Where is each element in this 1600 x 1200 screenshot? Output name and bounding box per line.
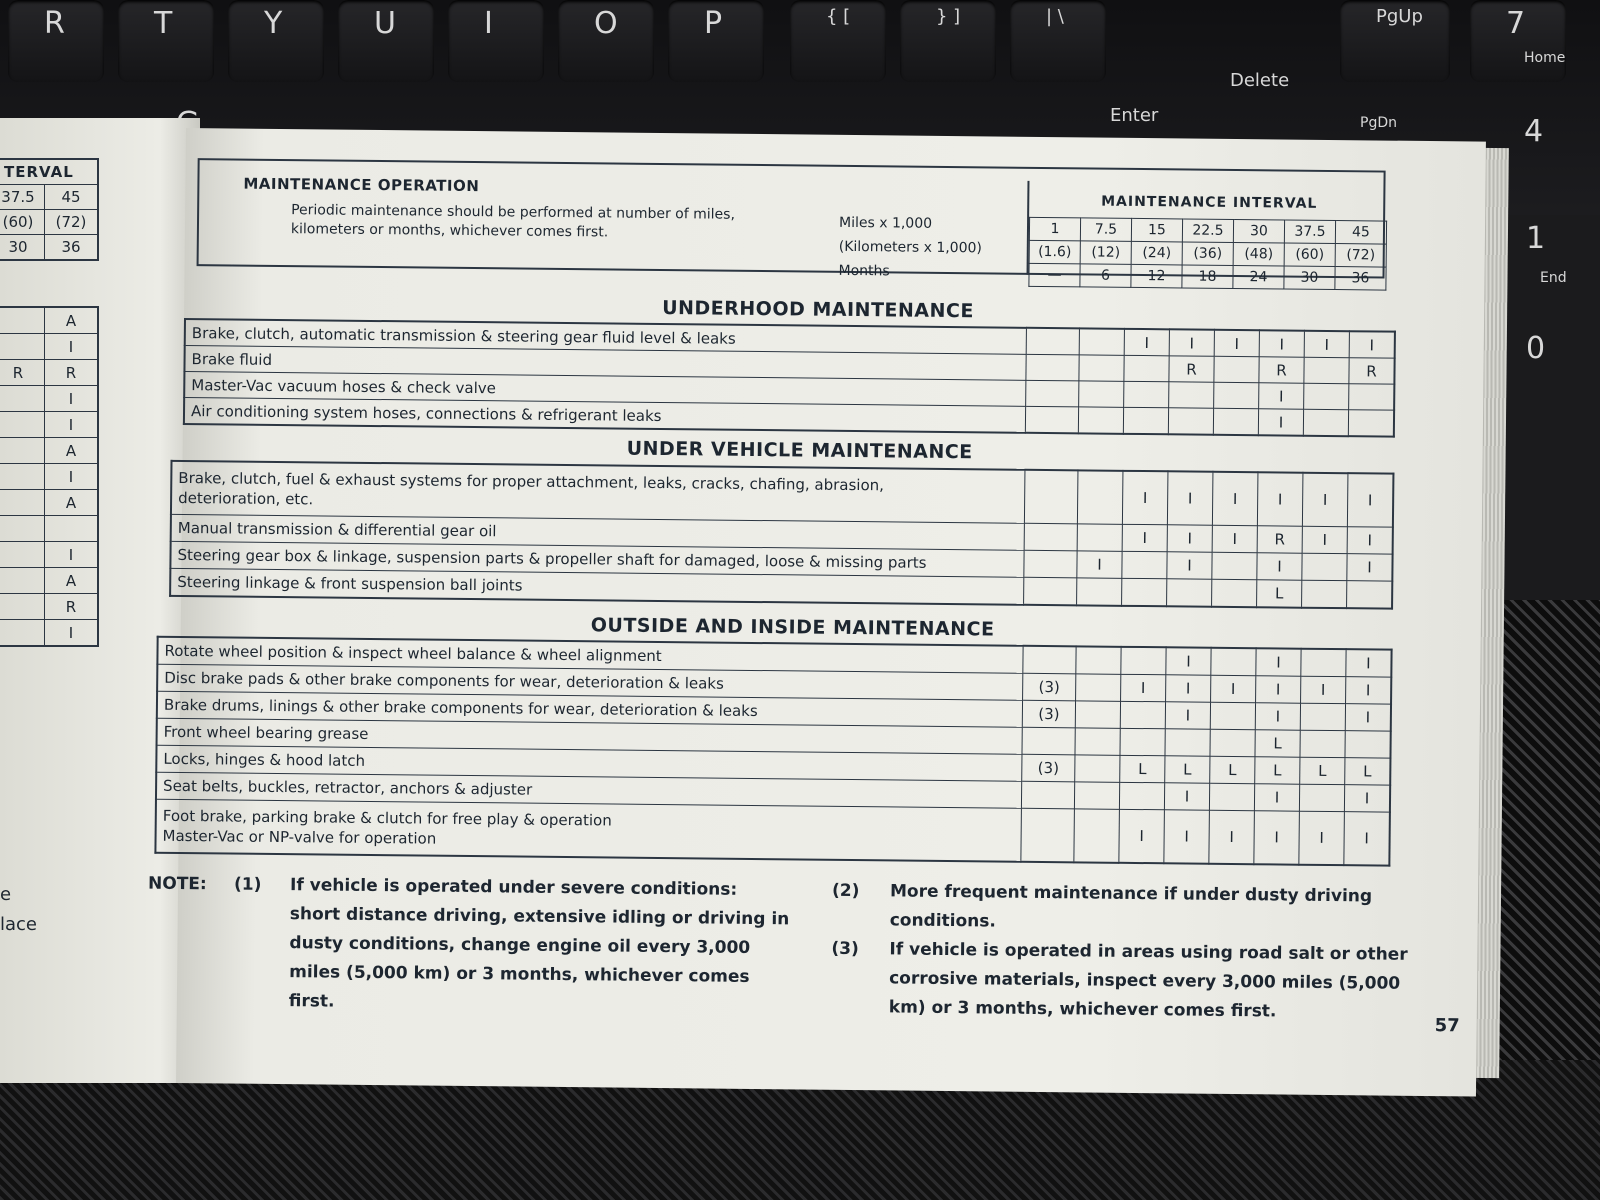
left-mark-row [0, 568, 98, 594]
miles-value: 22.5 [1182, 219, 1233, 243]
key-bracket-left: { [ [790, 0, 886, 82]
interval-mark: I [1167, 471, 1213, 525]
interval-mark [1120, 701, 1165, 728]
interval-mark: I [1166, 647, 1211, 675]
left-mark [0, 464, 45, 490]
note-3-number: (3) [831, 938, 859, 960]
months-value: 30 [1284, 266, 1335, 290]
underhood-table [183, 318, 1396, 438]
left-mark: I [45, 620, 99, 647]
interval-mark [1079, 355, 1124, 381]
interval-title: MAINTENANCE INTERVAL [1101, 193, 1318, 212]
left-mark [0, 516, 45, 542]
interval-mark: I [1164, 783, 1209, 810]
interval-mark [1121, 647, 1166, 675]
interval-mark [1303, 409, 1348, 436]
item-label-line: Steering linkage & front suspension ball joints [177, 572, 523, 595]
interval-mark [1079, 328, 1124, 355]
interval-mark [1214, 356, 1259, 382]
left-mark: I [45, 412, 99, 438]
item-note [1024, 523, 1077, 551]
interval-row [1029, 263, 1386, 290]
item-label-line: Disc brake pads & other brake components for wear, deterioration & leaks [164, 668, 724, 693]
item-label-line: Master-Vac or NP-valve for operation [162, 826, 437, 848]
right-page [147, 128, 1486, 1097]
left-mark [0, 490, 45, 516]
interval-mark: I [1254, 811, 1300, 865]
interval-mark [1077, 470, 1123, 524]
note-line: If vehicle is operated in areas using road salt or other [889, 939, 1408, 965]
miles-value: 37.5 [1284, 220, 1335, 244]
item-note [1026, 354, 1079, 381]
note-line: km) or 3 months, whichever comes first. [888, 997, 1277, 1022]
interval-mark: I [1122, 524, 1167, 551]
item-label-line: Locks, hinges & hood latch [163, 749, 366, 770]
item-label-line: deterioration, etc. [178, 488, 314, 509]
interval-mark [1075, 701, 1120, 728]
key-backslash: | \ [1010, 0, 1106, 82]
interval-mark: I [1212, 472, 1258, 526]
left-mark: I [45, 386, 99, 412]
interval-mark [1345, 731, 1391, 758]
note-line: short distance driving, extensive idling or driving in [289, 904, 790, 930]
left-page [0, 118, 200, 1083]
interval-mark: I [1346, 677, 1392, 704]
interval-mark: L [1300, 757, 1345, 784]
interval-mark: I [1119, 809, 1165, 863]
item-label-line: Foot brake, parking brake & clutch for free play & operation [162, 806, 612, 830]
months-value: 36 [1335, 267, 1386, 291]
interval-mark [1076, 674, 1121, 701]
interval-mark: I [1166, 675, 1211, 702]
item-note [1024, 550, 1077, 578]
miles-value: 30 [1233, 219, 1284, 243]
interval-mark: I [1165, 702, 1210, 729]
key-1: 1 [1526, 221, 1546, 256]
item-label-line: Brake, clutch, fuel & exhaust systems for proper attachment, leaks, cracks, chafing, abrasion, [178, 468, 885, 495]
note-3-text [889, 935, 1408, 1027]
key-0: 0 [1526, 331, 1546, 366]
interval-mark [1122, 551, 1167, 578]
left-mark [0, 568, 45, 594]
maintenance-item-label [171, 461, 1025, 523]
interval-mark [1302, 580, 1347, 608]
months-label: Months [838, 262, 890, 280]
left-marks-table [0, 306, 99, 647]
left-mark: A [45, 568, 99, 594]
interval-mark [1302, 553, 1347, 580]
left-mark: I [45, 334, 99, 360]
left-mark [0, 542, 45, 568]
under-vehicle-heading: UNDER VEHICLE MAINTENANCE [626, 437, 973, 464]
kilometers-value: (60) [1284, 243, 1335, 267]
interval-mark [1124, 355, 1169, 381]
item-label-line: Brake drums, linings & other brake components for wear, deterioration & leaks [163, 695, 758, 721]
interval-mark [1213, 408, 1258, 435]
interval-mark: L [1165, 756, 1210, 783]
underhood-heading: UNDERHOOD MAINTENANCE [662, 296, 975, 323]
kilometers-value: (36) [1182, 242, 1233, 266]
note-line: corrosive materials, inspect every 3,000 miles (5,000 [889, 968, 1401, 994]
interval-mark [1210, 729, 1255, 756]
miles-value: 15 [1131, 218, 1182, 242]
left-interval-cell: 37.5 [0, 185, 45, 210]
key-end-label: End [1540, 270, 1567, 286]
item-label-line: Manual transmission & differential gear oil [177, 518, 497, 541]
item-note [1024, 577, 1077, 605]
interval-mark: I [1164, 810, 1210, 864]
interval-mark: I [1344, 785, 1390, 812]
interval-mark [1169, 382, 1214, 408]
key-y: Y [228, 0, 324, 82]
interval-mark: I [1259, 383, 1304, 409]
key-i: I [448, 0, 544, 82]
left-mark: A [45, 490, 99, 516]
left-mark-row [0, 386, 98, 412]
item-label-line: Steering gear box & linkage, suspension parts & propeller shaft for damaged, loose & missing parts [177, 545, 927, 572]
item-note [1026, 328, 1079, 355]
interval-mark [1167, 579, 1212, 607]
interval-mark [1074, 782, 1119, 809]
key-r: R [8, 0, 104, 82]
left-mark-row [0, 307, 98, 334]
left-mark-row [0, 360, 98, 386]
interval-mark: I [1167, 552, 1212, 579]
left-mark [0, 307, 45, 334]
interval-mark [1209, 783, 1254, 810]
interval-mark [1347, 581, 1393, 609]
key-u: U [338, 0, 434, 82]
kilometers-value: (12) [1080, 241, 1131, 265]
item-note: (3) [1022, 700, 1075, 728]
note-line: first. [288, 991, 335, 1012]
under-vehicle-table [169, 460, 1394, 610]
note-2-text [890, 877, 1373, 940]
interval-mark [1299, 784, 1344, 811]
interval-row-labels [838, 211, 982, 284]
interval-mark: I [1349, 331, 1395, 358]
interval-mark [1212, 579, 1257, 607]
interval-mark: R [1259, 357, 1304, 383]
left-mark [0, 620, 45, 647]
interval-mark: L [1210, 756, 1255, 783]
interval-mark: I [1209, 810, 1255, 864]
item-label-line: Rotate wheel position & inspect wheel balance & wheel alignment [164, 641, 662, 666]
interval-mark [1210, 702, 1255, 729]
note-line: miles (5,000 km) or 3 months, whichever comes [289, 962, 750, 987]
interval-box [1027, 181, 1390, 287]
kilometers-value: (24) [1131, 241, 1182, 265]
interval-mark [1075, 755, 1120, 782]
left-mark [45, 516, 99, 542]
interval-mark [1300, 730, 1345, 757]
interval-mark [1122, 578, 1167, 606]
interval-mark: I [1122, 471, 1168, 525]
note-line: dusty conditions, change engine oil every 3,000 [289, 933, 751, 958]
interval-mark [1348, 410, 1394, 437]
item-note [1022, 727, 1075, 755]
interval-mark [1079, 381, 1124, 407]
interval-mark [1211, 648, 1256, 676]
left-mark [0, 386, 45, 412]
note-1-number: (1) [233, 874, 262, 895]
interval-mark: I [1254, 784, 1299, 811]
key-o: O [558, 0, 654, 82]
left-interval-cell: 45 [45, 185, 99, 210]
item-label-line: Seat belts, buckles, retractor, anchors & adjuster [163, 776, 533, 799]
left-mark-row [0, 490, 98, 516]
interval-mark: I [1299, 811, 1345, 865]
interval-mark: I [1212, 525, 1257, 552]
left-mark-row [0, 516, 98, 542]
kilometers-label: (Kilometers x 1,000) [838, 238, 982, 257]
left-interval-cell: 36 [45, 235, 99, 261]
item-label-line: Front wheel bearing grease [163, 722, 369, 743]
interval-mark: I [1259, 330, 1304, 357]
left-mark-row [0, 438, 98, 464]
note-line: If vehicle is operated under severe conditions: [289, 875, 738, 900]
left-mark [0, 594, 45, 620]
operation-title: MAINTENANCE OPERATION [243, 174, 480, 196]
left-text-snippet: e [0, 884, 12, 905]
interval-mark: I [1256, 676, 1301, 703]
interval-mark: R [1349, 358, 1395, 384]
item-label-line: Brake, clutch, automatic transmission & steering gear fluid level & leaks [191, 323, 736, 348]
left-mark-row [0, 334, 98, 360]
left-interval-table [0, 158, 99, 261]
left-mark [0, 412, 45, 438]
item-note [1021, 781, 1074, 809]
interval-mark [1124, 381, 1169, 407]
interval-mark [1165, 729, 1210, 756]
interval-mark: I [1257, 553, 1302, 580]
item-note: (3) [1022, 754, 1075, 782]
interval-mark: I [1169, 329, 1214, 356]
left-interval-header: TERVAL [0, 159, 98, 185]
key-7: 7 [1470, 0, 1566, 82]
left-mark: A [45, 307, 99, 334]
interval-mark: L [1255, 730, 1300, 757]
item-note [1026, 380, 1079, 407]
interval-mark [1119, 782, 1164, 809]
interval-mark [1120, 728, 1165, 755]
note-line: More frequent maintenance if under dusty driving [889, 881, 1373, 907]
interval-mark: I [1347, 554, 1393, 581]
left-mark: I [45, 542, 99, 568]
interval-mark: I [1214, 330, 1259, 357]
miles-value: 1 [1029, 217, 1080, 241]
interval-mark: L [1255, 757, 1300, 784]
left-mark-row [0, 620, 98, 647]
months-value: 24 [1233, 265, 1284, 289]
maintenance-item-label [155, 799, 1021, 862]
interval-mark: L [1257, 580, 1302, 608]
interval-mark: L [1345, 758, 1391, 785]
left-mark: A [45, 438, 99, 464]
left-mark [0, 438, 45, 464]
key-enter-label: Enter [1110, 105, 1159, 126]
interval-mark: I [1124, 329, 1169, 356]
left-interval-cell: 30 [0, 235, 45, 261]
left-mark-row [0, 594, 98, 620]
interval-mark [1349, 384, 1395, 410]
interval-mark: R [1257, 526, 1302, 553]
months-value: 12 [1131, 264, 1182, 288]
interval-mark [1304, 357, 1349, 383]
months-value: 18 [1182, 265, 1233, 289]
outside-inside-table [154, 636, 1392, 867]
note-line: conditions. [889, 910, 997, 932]
left-text-snippet: lace [0, 914, 38, 935]
interval-mark [1078, 407, 1123, 434]
interval-mark: I [1302, 526, 1347, 553]
interval-mark: I [1255, 703, 1300, 730]
interval-mark: I [1258, 409, 1303, 436]
left-mark: R [45, 360, 99, 386]
interval-mark [1301, 649, 1346, 677]
interval-mark: I [1304, 331, 1349, 358]
kilometers-value: (72) [1335, 244, 1386, 268]
key-pgup: PgUp [1340, 0, 1450, 82]
item-note: (3) [1023, 673, 1076, 701]
operation-description: Periodic maintenance should be performed at number of miles, kilometers or months, whichever comes first. [290, 202, 736, 241]
interval-mark [1076, 646, 1121, 674]
kilometers-value: (1.6) [1029, 240, 1080, 264]
interval-mark: R [1169, 356, 1214, 382]
interval-mark: L [1120, 755, 1165, 782]
interval-mark: I [1347, 527, 1393, 554]
key-p: P [668, 0, 764, 82]
interval-mark: I [1301, 676, 1346, 703]
interval-mark [1077, 578, 1122, 606]
page-number: 57 [1434, 1015, 1460, 1037]
interval-table [1028, 217, 1387, 291]
note-2-number: (2) [831, 880, 860, 902]
miles-value: 45 [1335, 221, 1386, 245]
interval-mark [1168, 408, 1213, 435]
left-mark-row [0, 412, 98, 438]
left-mark: R [45, 594, 99, 620]
interval-mark [1123, 407, 1168, 434]
interval-mark: I [1256, 648, 1301, 676]
left-interval-cell: (72) [45, 210, 99, 235]
interval-mark: I [1345, 704, 1391, 731]
kilometers-value: (48) [1233, 242, 1284, 266]
miles-value: 7.5 [1080, 218, 1131, 242]
item-label-line: Master-Vac vacuum hoses & check valve [191, 375, 497, 397]
interval-mark: I [1121, 674, 1166, 701]
operation-header-box [197, 158, 1386, 287]
item-label-line: Brake fluid [191, 349, 273, 369]
left-mark [0, 334, 45, 360]
interval-mark [1300, 703, 1345, 730]
interval-mark: I [1346, 649, 1392, 677]
left-mark-row [0, 464, 98, 490]
interval-mark: I [1167, 525, 1212, 552]
left-mark: I [45, 464, 99, 490]
months-value: — [1029, 263, 1080, 287]
interval-mark [1214, 382, 1259, 408]
interval-mark [1304, 383, 1349, 409]
left-mark-row [0, 542, 98, 568]
key-bracket-right: } ] [900, 0, 996, 82]
interval-mark [1212, 552, 1257, 579]
left-interval-cell: (60) [0, 210, 45, 235]
item-note [1025, 406, 1078, 433]
note-label: NOTE: [147, 873, 207, 895]
outside-inside-heading: OUTSIDE AND INSIDE MAINTENANCE [590, 614, 995, 641]
interval-mark: I [1344, 812, 1390, 866]
interval-mark: I [1302, 473, 1348, 527]
interval-mark: I [1347, 473, 1393, 527]
item-note [1021, 808, 1075, 862]
interval-mark: I [1257, 472, 1303, 526]
left-mark: R [0, 360, 45, 386]
interval-mark: I [1211, 675, 1256, 702]
item-note [1023, 646, 1076, 674]
key-4: 4 [1524, 114, 1544, 149]
key-t: T [118, 0, 214, 82]
months-value: 6 [1080, 264, 1131, 288]
miles-label: Miles x 1,000 [838, 214, 933, 232]
interval-mark [1075, 728, 1120, 755]
interval-mark: I [1077, 551, 1122, 578]
notes-section [147, 870, 1448, 1022]
key-home-label: Home [1524, 50, 1566, 66]
key-delete-label: Delete [1230, 70, 1290, 91]
key-pgdn-label: PgDn [1360, 115, 1397, 131]
interval-mark [1077, 524, 1122, 551]
item-label-line: Air conditioning system hoses, connections & refrigerant leaks [190, 401, 662, 425]
item-note [1024, 470, 1078, 524]
note-1-text [289, 871, 790, 1021]
interval-mark [1074, 809, 1120, 863]
